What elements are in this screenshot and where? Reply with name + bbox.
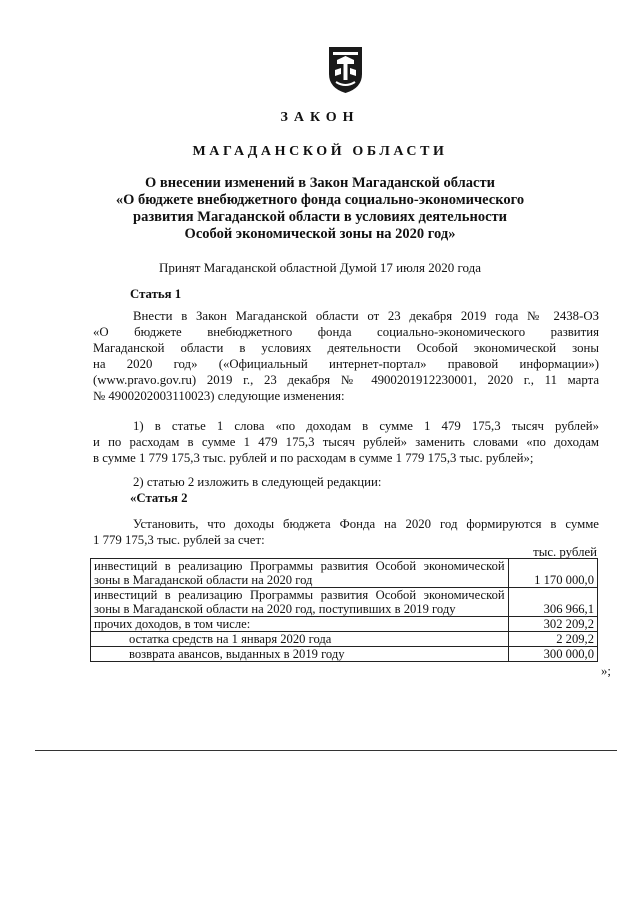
- text-line: № 4900202003110023) следующие изменения:: [93, 389, 345, 403]
- text-line: Внести в Закон Магаданской области от 23 декабря 2019 года № 2438-ОЗ: [133, 309, 599, 323]
- row-name: инвестиций в реализацию Программы развития Особой экономической зоны в Магаданской области на 2020 год, поступивших в 2019 году: [91, 588, 509, 617]
- text-line: «О бюджете внебюджетного фонда социально-экономического развития: [93, 325, 599, 339]
- text-line: Установить, что доходы бюджета Фонда на 2020 год формируются в сумме: [133, 517, 599, 531]
- row-name: инвестиций в реализацию Программы развития Особой экономической зоны в Магаданской области на 2020 год: [91, 559, 509, 588]
- table-row: [91, 617, 598, 632]
- text-line: 1 779 175,3 тыс. рублей за счет:: [93, 533, 265, 547]
- table-row: [91, 588, 598, 617]
- heading-line: «О бюджете внебюджетного фонда социально-экономического: [115, 192, 525, 208]
- text-line: на 2020 год» («Официальный интернет-портал» правовой информации»): [93, 357, 599, 371]
- heading-line: развития Магаданской области в условиях деятельности: [133, 209, 507, 225]
- heading-line: Особой экономической зоны на 2020 год»: [184, 226, 456, 242]
- row-value: 302 209,2: [508, 617, 597, 632]
- heading-line: О внесении изменений в Закон Магаданской области: [145, 175, 495, 191]
- row-value: 306 966,1: [508, 588, 597, 617]
- unit-label: тыс. рублей: [533, 545, 597, 559]
- row-value: 1 170 000,0: [508, 559, 597, 588]
- region-title: МАГАДАНСКОЙ ОБЛАСТИ: [192, 144, 448, 159]
- text-line: и по расходам в сумме 1 479 175,3 тысяч рублей» заменить словами «по доходам: [93, 435, 599, 449]
- item-2: 2) статью 2 изложить в следующей редакции:: [133, 475, 382, 489]
- item-1: [93, 418, 599, 466]
- text-line: в сумме 1 779 175,3 тыс. рублей и по расходам в сумме 1 779 175,3 тыс. рублей»;: [93, 451, 534, 465]
- footer-divider: [35, 750, 617, 751]
- row-value: 300 000,0: [508, 647, 597, 662]
- text-line: (www.pravo.gov.ru) 2019 г., 23 декабря № 4900201912230001, 2020 г., 11 марта: [93, 373, 599, 387]
- row-name: прочих доходов, в том числе:: [91, 617, 509, 632]
- article-2-heading: «Статья 2: [130, 491, 188, 505]
- text-line: 1) в статье 1 слова «по доходам в сумме 1 479 175,3 тысяч рублей»: [133, 419, 599, 433]
- closing-quote: »;: [601, 664, 611, 678]
- row-name: остатка средств на 1 января 2020 года: [91, 632, 509, 647]
- revenue-table: [90, 558, 598, 662]
- coat-of-arms-icon: [327, 44, 364, 94]
- table-row: [91, 632, 598, 647]
- article-1-heading: Статья 1: [130, 287, 182, 301]
- article-1-intro: [93, 308, 599, 404]
- law-heading: [80, 175, 560, 243]
- article-2-text: [93, 516, 599, 548]
- text-line: Магаданской области в условиях деятельности Особой экономической зоны: [93, 341, 599, 355]
- table-row: [91, 647, 598, 662]
- adoption-note: Принят Магаданской областной Думой 17 июля 2020 года: [159, 260, 481, 275]
- row-name: возврата авансов, выданных в 2019 году: [91, 647, 509, 662]
- row-value: 2 209,2: [508, 632, 597, 647]
- law-title: ЗАКОН: [280, 110, 360, 125]
- table-row: [91, 559, 598, 588]
